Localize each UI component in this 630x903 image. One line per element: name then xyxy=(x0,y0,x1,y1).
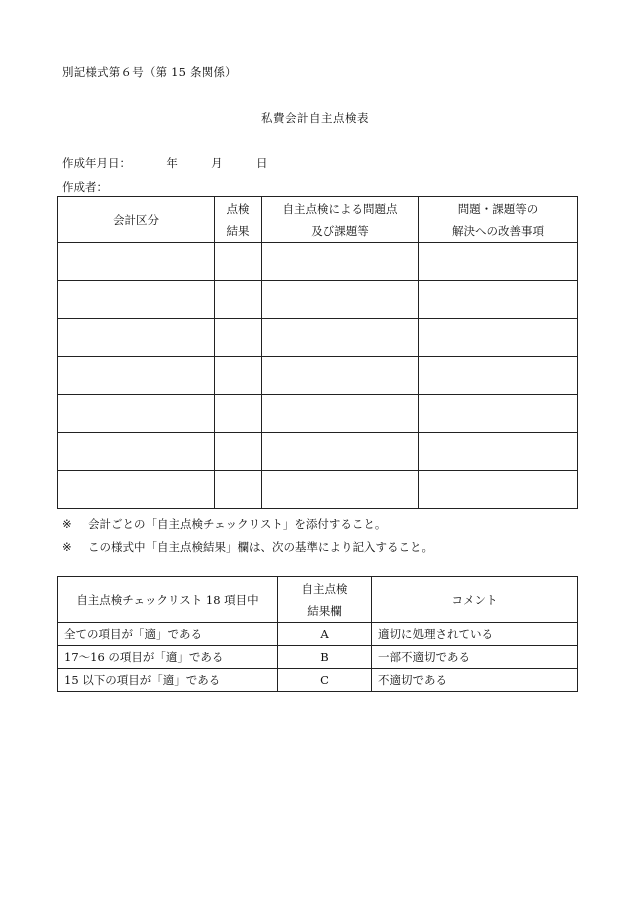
table-row xyxy=(58,319,578,357)
problem-cell[interactable] xyxy=(262,357,419,395)
result-cell[interactable] xyxy=(215,395,262,433)
table-row xyxy=(58,433,578,471)
self-inspection-table xyxy=(57,196,578,509)
criteria-comment: 一部不適切である xyxy=(372,646,578,669)
year-label: 年 xyxy=(166,156,178,170)
criteria-row xyxy=(58,623,578,646)
result-cell[interactable] xyxy=(215,357,262,395)
category-cell[interactable] xyxy=(58,395,215,433)
criteria-header-result-line2: 結果欄 xyxy=(307,603,342,618)
category-cell[interactable] xyxy=(58,471,215,509)
criteria-result: A xyxy=(278,623,372,646)
criteria-condition: 17〜16 の項目が「適」である xyxy=(58,646,278,669)
note-mark: ※ xyxy=(62,517,72,531)
header-problems-line1: 自主点検による問題点 xyxy=(282,201,398,216)
improvement-cell[interactable] xyxy=(419,243,578,281)
criteria-row xyxy=(58,669,578,692)
problem-cell[interactable] xyxy=(262,281,419,319)
criteria-header-result-line1: 自主点検 xyxy=(301,581,348,596)
table-header-row xyxy=(58,197,578,243)
result-cell[interactable] xyxy=(215,471,262,509)
criteria-comment: 適切に処理されている xyxy=(372,623,578,646)
criteria-condition: 全ての項目が「適」である xyxy=(58,623,278,646)
header-inspection-result-line1: 点検 xyxy=(226,201,250,216)
improvement-cell[interactable] xyxy=(419,471,578,509)
improvement-cell[interactable] xyxy=(419,433,578,471)
criteria-header-result xyxy=(278,577,372,623)
category-cell[interactable] xyxy=(58,319,215,357)
improvement-cell[interactable] xyxy=(419,395,578,433)
criteria-header-row xyxy=(58,577,578,623)
problem-cell[interactable] xyxy=(262,243,419,281)
result-cell[interactable] xyxy=(215,281,262,319)
criteria-result: C xyxy=(278,669,372,692)
header-improvements-line2: 解決への改善事項 xyxy=(452,223,544,238)
document-title: 私費会計自主点検表 xyxy=(261,111,369,125)
category-cell[interactable] xyxy=(58,281,215,319)
improvement-cell[interactable] xyxy=(419,357,578,395)
header-inspection-result xyxy=(215,197,262,243)
header-inspection-result-line2: 結果 xyxy=(226,223,250,238)
table-row xyxy=(58,243,578,281)
category-cell[interactable] xyxy=(58,243,215,281)
month-label: 月 xyxy=(211,156,223,170)
header-improvements xyxy=(419,197,578,243)
criteria-row xyxy=(58,646,578,669)
notes xyxy=(62,513,433,559)
header-improvements-line1: 問題・課題等の xyxy=(457,201,539,216)
day-label: 日 xyxy=(255,156,268,170)
table-row xyxy=(58,357,578,395)
criteria-result: B xyxy=(278,646,372,669)
date-label: 作成年月日： xyxy=(62,156,131,170)
header-accounting-category: 会計区分 xyxy=(58,197,215,243)
note-item xyxy=(62,536,433,559)
form-number-label: 別記様式第６号（第 15 条関係） xyxy=(62,65,237,79)
criteria-header-condition: 自主点検チェックリスト 18 項目中 xyxy=(58,577,278,623)
header-problems-line2: 及び課題等 xyxy=(311,223,369,238)
table-row xyxy=(58,395,578,433)
category-cell[interactable] xyxy=(58,357,215,395)
header-problems xyxy=(262,197,419,243)
problem-cell[interactable] xyxy=(262,395,419,433)
note-item xyxy=(62,513,433,536)
criteria-header-comment: コメント xyxy=(372,577,578,623)
note-text: この様式中「自主点検結果」欄は、次の基準により記入すること。 xyxy=(88,540,433,554)
improvement-cell[interactable] xyxy=(419,319,578,357)
problem-cell[interactable] xyxy=(262,471,419,509)
creator-label: 作成者： xyxy=(62,180,108,194)
date-line xyxy=(62,155,267,171)
table-row xyxy=(58,471,578,509)
note-text: 会計ごとの「自主点検チェックリスト」を添付すること。 xyxy=(88,517,387,531)
criteria-table xyxy=(57,576,578,692)
result-cell[interactable] xyxy=(215,319,262,357)
category-cell[interactable] xyxy=(58,433,215,471)
improvement-cell[interactable] xyxy=(419,281,578,319)
result-cell[interactable] xyxy=(215,243,262,281)
table-row xyxy=(58,281,578,319)
problem-cell[interactable] xyxy=(262,319,419,357)
problem-cell[interactable] xyxy=(262,433,419,471)
criteria-comment: 不適切である xyxy=(372,669,578,692)
result-cell[interactable] xyxy=(215,433,262,471)
note-mark: ※ xyxy=(62,540,72,554)
criteria-condition: 15 以下の項目が「適」である xyxy=(58,669,278,692)
